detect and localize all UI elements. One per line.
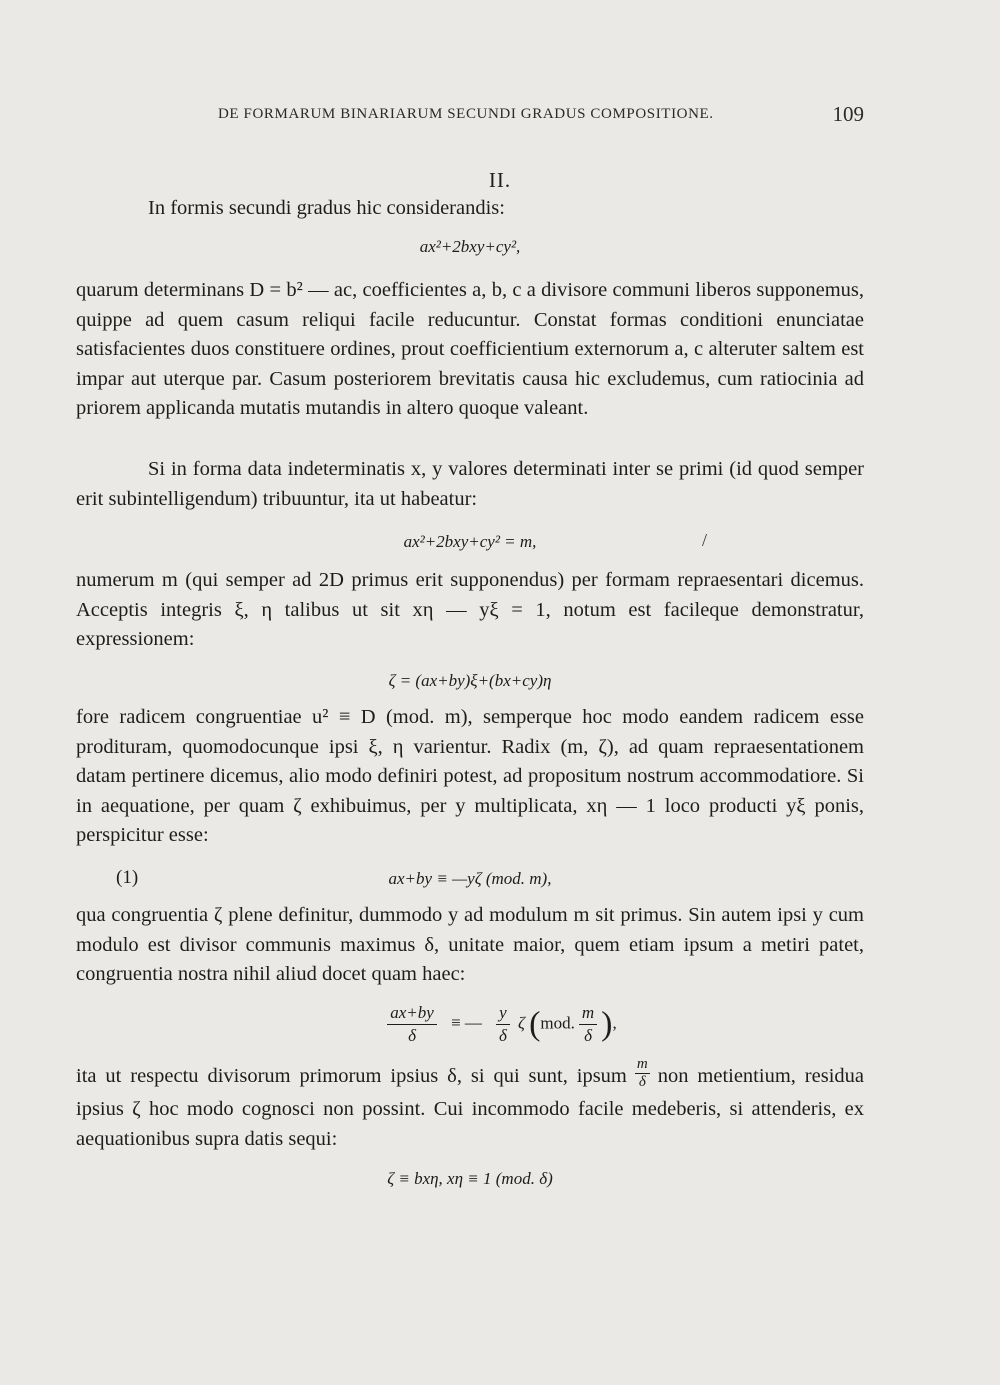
inline-fraction-m-delta (635, 1056, 650, 1091)
equation-representation: ax²+2bxy+cy² = m, (403, 532, 537, 551)
equation-form: ax²+2bxy+cy², (419, 237, 521, 256)
inline-fraction-numerator: m (636, 1056, 648, 1072)
congruence-sign: ≡ — (451, 1013, 482, 1033)
paragraph-integers: numerum m (qui semper ad 2D primus erit supponendus) per formam repraesentari dicemus. Acceptis integris ξ, η talibus ut sit xη — yξ = 1, notum est facileque demonstratur, expressionem: (76, 569, 864, 651)
equation-zeta: ζ = (ax+by)ξ+(bx+cy)η (388, 671, 552, 690)
residues-text-end: non metientium, residua ipsius ζ hoc modo cognosci non possint. Cui incommodo facile medeberis, si attenderis, ex aequationibus supra datis sequi: (76, 1065, 864, 1150)
equation-final: ζ ≡ bxη, xη ≡ 1 (mod. δ) (387, 1169, 553, 1188)
page-header (218, 104, 864, 130)
fraction-lhs (387, 1002, 437, 1047)
equation-comma: , (612, 1013, 617, 1033)
running-title: DE FORMARUM BINARIARUM SECUNDI GRADUS COMPOSITIONE. (218, 106, 714, 122)
fraction-modulus-numerator: m (579, 1002, 597, 1025)
paragraph-representation: Si in forma data indeterminatis x, y valores determinati inter se primi (id quod semper erit subintelligendum) tribuuntur, ita ut habeatur: (76, 458, 864, 510)
equation-congruence-one: ax+by ≡ —yζ (mod. m), (388, 869, 552, 888)
equation-number: (1) (116, 867, 139, 888)
residues-text-start: ita ut respectu divisorum primorum ipsius δ, si qui sunt, ipsum (76, 1065, 627, 1088)
zeta-symbol: ζ (517, 1013, 525, 1033)
right-paren: ) (601, 1005, 613, 1043)
paragraph-residues (76, 1056, 864, 1154)
stray-mark: / (702, 530, 708, 550)
section-number: II. (488, 168, 512, 192)
equation-fraction-congruence (0, 1002, 1000, 1047)
fraction-mid-numerator: y (496, 1002, 510, 1025)
page-number: 109 (832, 102, 864, 126)
paragraph-determinant: quarum determinans D = b² — ac, coefficientes a, b, c a divisore communi liberos supponemus, quippe ad quem casum reliqui facile reducuntur. Constat formas conditioni enunciatae satisfacientes duos constituere ordines, prout coefficientium externorum a, c alteruter saltem est impar aut uterque par. Casum posteriorem brevitatis causa hic excludemus, cum ratiocinia ad priorem applicanda mutatis mutandis in altero quoque valeant. (76, 279, 864, 420)
left-paren: ( (529, 1005, 541, 1043)
fraction-lhs-denominator: δ (408, 1026, 416, 1045)
fraction-mid (496, 1002, 510, 1047)
paragraph-divisor: qua congruentia ζ plene definitur, dummodo y ad modulum m sit primus. Sin autem ipsi y cum modulo est divisor communis maximus δ, unitate maior, quem etiam ipsum a metiri patet, congruentia nostra nihil aliud docet quam haec: (76, 904, 864, 986)
fraction-modulus (579, 1002, 597, 1047)
fraction-mid-denominator: δ (498, 1026, 507, 1045)
paragraph-congruence: fore radicem congruentiae u² ≡ D (mod. m), semperque hoc modo eandem radicem esse prodituram, quomodocunque ipsi ξ, η varientur. Radix (m, ζ), ad quam repraesentationem datam pertinere dicemus, alio modo definiri potest, ad propositum nostrum accommodatiore. Si in aequatione, per quam ζ exhibuimus, per y multiplicata, xη — 1 loco producti yξ ponis, perspicitur esse: (76, 706, 864, 847)
inline-fraction-denominator: δ (638, 1074, 646, 1090)
fraction-modulus-denominator: δ (584, 1026, 592, 1045)
paragraph-intro: In formis secundi gradus hic considerandis: (148, 197, 505, 219)
mod-label: mod. (540, 1013, 575, 1033)
fraction-lhs-numerator: ax+by (387, 1002, 437, 1025)
modulus-group (540, 1002, 601, 1047)
